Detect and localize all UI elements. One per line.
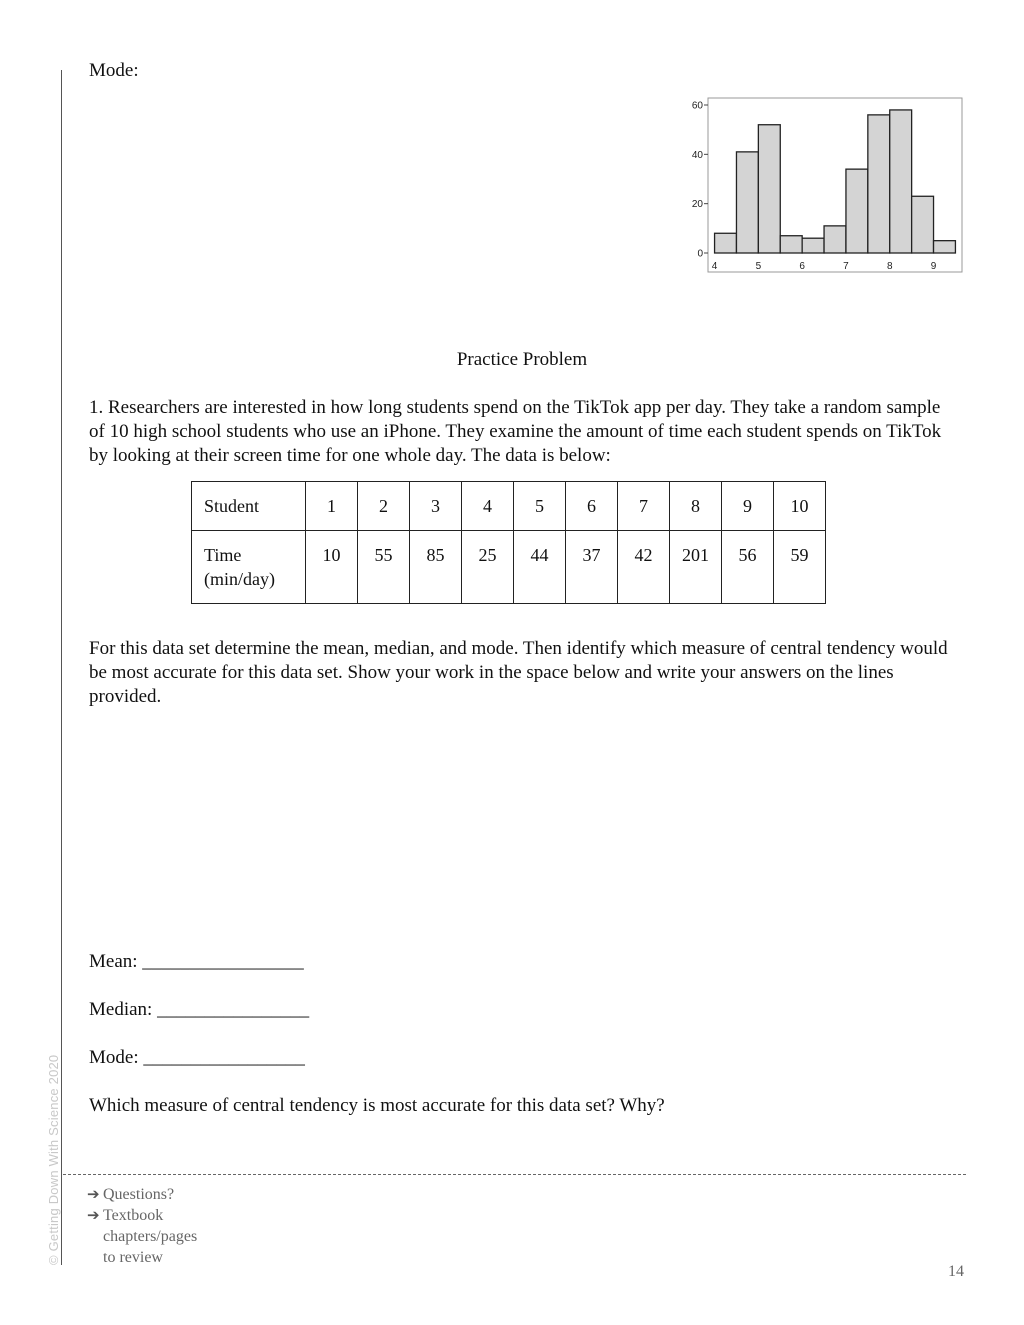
histogram-bar xyxy=(890,110,912,253)
right-arrow-icon: ➔ xyxy=(87,1208,100,1224)
table-cell-student: 1 xyxy=(306,482,358,531)
table-cell-time: 56 xyxy=(722,531,774,604)
histogram-bar xyxy=(868,115,890,253)
time-label-line1: Time xyxy=(204,545,242,565)
median-answer-line: Median: ________________ xyxy=(89,999,310,1020)
table-row-time xyxy=(192,531,826,604)
mode-label-top: Mode: xyxy=(89,60,139,81)
footer-textbook-line: Textbook xyxy=(103,1207,164,1224)
data-table xyxy=(191,481,826,604)
y-tick-label: 60 xyxy=(691,100,703,112)
histogram-x-axis xyxy=(712,261,937,272)
table-cell-time: 85 xyxy=(410,531,462,604)
table-cell-time: 10 xyxy=(306,531,358,604)
table-cell-student: 5 xyxy=(514,482,566,531)
table-cell-time: 37 xyxy=(566,531,618,604)
table-cell-student: 8 xyxy=(670,482,722,531)
x-tick-label: 6 xyxy=(799,261,805,272)
x-tick-label: 4 xyxy=(711,261,718,272)
table-cell-time: 42 xyxy=(618,531,670,604)
table-cell-student: 7 xyxy=(618,482,670,531)
table-cell-time: 55 xyxy=(358,531,410,604)
histogram-bar xyxy=(934,241,956,253)
table-cell-student: 10 xyxy=(774,482,826,531)
y-tick-label: 0 xyxy=(697,248,703,260)
footer-questions: Questions? xyxy=(103,1186,175,1203)
table-cell-time: 44 xyxy=(514,531,566,604)
question-text: Which measure of central tendency is most accurate for this data set? Why? xyxy=(89,1095,665,1116)
table-cell-student: 9 xyxy=(722,482,774,531)
instructions-text: For this data set determine the mean, median, and mode. Then identify which measure of central tendency would be most accurate for this data set. Show your work in the space below and write your answers on the lines provided. xyxy=(89,638,948,707)
left-margin-line xyxy=(61,70,62,1265)
histogram-bar xyxy=(736,152,758,253)
histogram-bar xyxy=(846,169,868,253)
footer-textbook-line: chapters/pages xyxy=(103,1228,198,1245)
y-tick-label: 40 xyxy=(691,149,703,161)
time-label-line2: (min/day) xyxy=(204,569,275,589)
page-number: 14 xyxy=(948,1263,964,1280)
right-arrow-icon: ➔ xyxy=(87,1187,100,1203)
dashed-divider xyxy=(63,1174,966,1175)
table-row-student xyxy=(192,482,826,531)
histogram-bar xyxy=(780,236,802,253)
histogram-bars xyxy=(715,110,956,253)
histogram-bar xyxy=(912,196,934,253)
footer-textbook xyxy=(103,1205,197,1268)
table-cell-student: 3 xyxy=(410,482,462,531)
mode-answer-line: Mode: _________________ xyxy=(89,1047,305,1068)
footer-textbook-line: to review xyxy=(103,1249,163,1266)
histogram-chart xyxy=(680,92,970,277)
table-cell-student: 2 xyxy=(358,482,410,531)
histogram-bar xyxy=(758,125,780,253)
section-title: Practice Problem xyxy=(456,349,588,370)
histogram-y-axis xyxy=(692,101,708,260)
x-tick-label: 5 xyxy=(755,261,762,272)
copyright-watermark: © Getting Down With Science 2020 xyxy=(46,1054,61,1265)
x-tick-label: 8 xyxy=(886,261,893,272)
y-tick-label: 20 xyxy=(691,199,703,211)
table-cell-time: 59 xyxy=(774,531,826,604)
x-tick-label: 9 xyxy=(930,261,937,272)
problem-text: 1. Researchers are interested in how long students spend on the TikTok app per day. They take a random sample of 10 high school students who use an iPhone. They examine the amount of time each student spends on TikTok by looking at their screen time for one whole day. The data is below: xyxy=(89,397,942,466)
table-cell-student: 4 xyxy=(462,482,514,531)
table-cell-time: 25 xyxy=(462,531,514,604)
table-cell-time: 201 xyxy=(670,531,722,604)
histogram-bar xyxy=(824,226,846,253)
mean-answer-line: Mean: _________________ xyxy=(89,951,304,972)
table-header-student: Student xyxy=(192,482,306,531)
table-cell-student: 6 xyxy=(566,482,618,531)
histogram-bar xyxy=(715,233,737,253)
x-tick-label: 7 xyxy=(843,261,849,272)
histogram-bar xyxy=(802,238,824,253)
table-header-time xyxy=(192,531,306,604)
